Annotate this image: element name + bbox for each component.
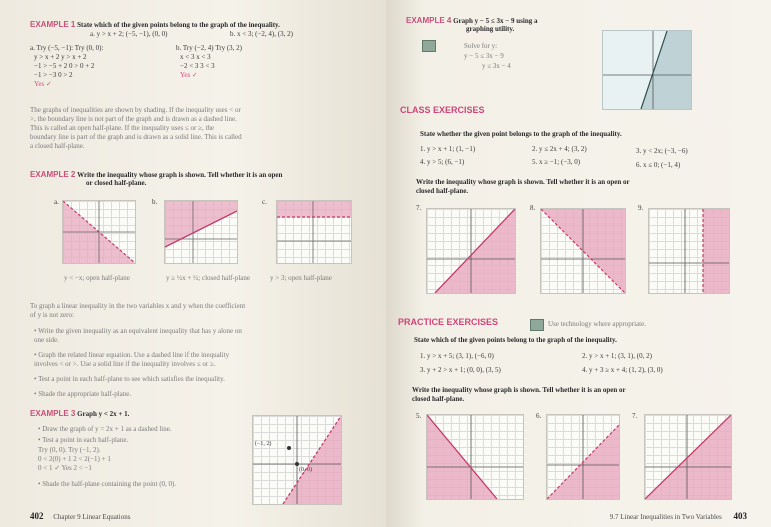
calculator-plot xyxy=(603,31,691,109)
example-3-graph xyxy=(252,415,342,505)
class-exercise-2: 2. y ≤ 2x + 4; (3, 2) xyxy=(532,145,587,153)
example-4-text: Graph y − 5 ≤ 3x − 9 using a xyxy=(453,17,538,25)
practice-graph-6-number: 6. xyxy=(536,412,542,420)
point-label-neg1-2: (−1, 2) xyxy=(255,441,272,447)
example-2a-plot xyxy=(63,201,135,263)
practice-exercise-3: 3. y + 2 > x + 1; (0, 0), (3, 5) xyxy=(420,366,501,374)
example-2-label: EXAMPLE 2 xyxy=(30,170,76,179)
left-page: EXAMPLE 1 State which of the given points belong to the graph of the inequality. a. y > x + 2; (−5, −1), (0, 0) b. x < 3; (−2, 4), (3, 2) a. Try (−5, −1): Try (0, 0): y > x + 2 y > x + 2 −1 > −5 + 2 0 > 0 + 2 −1 > −3 0 > 2 Yes ✓ b. Try (−2, 4) Try (3, 2) x < 3 x < 3 −2 < 3 3 < 3 Yes ✓ The graphs of inequalities are shown by shading. If the inequality uses < or >, the boundary line is not part of the graph and is drawn as a dashed line. This is called an open half-plane. If the inequality uses ≤ or ≥, the boundary line is part of the graph and is drawn as a solid line. This is called a closed half-plane. EXAMPLE 2 Write the inequality whose graph is shown. Tell whether it is an open or closed half-plane. a. b. c. y < −x; open half-plane y ≥ ½x + ½; closed half-plane y > 3; open half-plane To graph a linear inequality in the two variables x and y when the coefficient of y is not zero: • Write the given inequality as an equivalent inequality that has y alone on one side. • Graph the related linear equation. Use a dashed line if the inequality involves < or >. Use a solid line if the inequality involves ≤ or ≥. • Test a point in each half-plane to see which satisfies the inequality. • Shade the appropriate half-plane. EXAMPLE 3 Graph y < 2x + 1. • Draw the graph of y = 2x + 1 as a dashed line. • Test a point in each half-plane. Try (0, 0). Try (−1, 2). 0 < 2(0) + 1 2 < 2(−1) + 1 0 < 1 ✓ Yes 2 < −1 • Shade the half-plane containing the point (0, 0). (−1, 2) (0, 0) 402 Chapter 9 Linear Equations xyxy=(0,0,386,527)
graphing-calculator-icon xyxy=(422,40,436,52)
example-3-plot xyxy=(253,416,341,504)
class-graph-7 xyxy=(426,208,516,294)
example-2c-plot xyxy=(277,201,351,263)
example-3-text: Graph y < 2x + 1. xyxy=(77,410,130,418)
example-1-text: State which of the given points belong to the graph of the inequality. xyxy=(77,21,280,29)
practice-graph-5-number: 5. xyxy=(416,412,422,420)
footer-right: 9.7 Linear Inequalities in Two Variables xyxy=(609,513,722,521)
practice-exercise-4: 4. y + 3 ≥ x + 4; (1, 2), (3, 0) xyxy=(582,366,663,374)
example-2c-answer: y > 3; open half-plane xyxy=(270,274,332,282)
practice-graph-7 xyxy=(644,414,732,500)
practice-graph-6 xyxy=(546,414,620,500)
class-exercise-1: 1. y > x + 1; (1, −1) xyxy=(420,145,476,153)
page-number-left: 402 xyxy=(30,511,44,521)
class-graph-9-number: 9. xyxy=(638,204,644,212)
technology-icon xyxy=(530,319,544,331)
example-2-text-2: or closed half-plane. xyxy=(86,179,147,187)
practice-graph-7-plot xyxy=(645,415,731,499)
page-number-right: 403 xyxy=(733,511,747,521)
right-page: EXAMPLE 4 Graph y − 5 ≤ 3x − 9 using a graphing utility. Solve for y: y − 5 ≤ 3x − 9 y ≤ 3x − 4 CLASS EXERCISES State whether the given point belongs to the graph of the inequality. 1. y > x + 1; (1, −1) 2. y ≤ 2x + 4; (3, 2) 3. y < 2x; (−3, −6) 4. y > 5; (6, −1) 5. x ≥ −1; (−3, 0) 6. x ≤ 0; (−1, 4) Write the inequality whose graph is shown. Tell whether it is an open or closed half-plane. 7. 8. 9. PRACTICE EXERCISES Use technology where appropriate. State which of the given points belong to the graph of the inequality. 1. y > x + 5; (3, 1), (−6, 0) 2. y > x + 1; (3, 1), (0, 2) 3. y + 2 > x + 1; (0, 0), (3, 5) 4. y + 3 ≥ x + 4; (1, 2), (3, 0) Write the inequality whose graph is shown. Tell whether it is an open or closed half-plane. 5. 6. 7. 9.7 Linear Inequalities in Two Variables 403 xyxy=(386,0,771,527)
example-2-part-b: b. xyxy=(152,198,158,206)
example-2-part-a: a. xyxy=(54,198,59,206)
practice-exercise-2: 2. y > x + 1; (3, 1), (0, 2) xyxy=(582,352,652,360)
example-3-label: EXAMPLE 3 xyxy=(30,409,76,418)
example-4-text-2: graphing utility. xyxy=(466,25,515,33)
practice-instructions: State which of the given points belong to the graph of the inequality. xyxy=(414,336,617,344)
practice-exercise-1: 1. y > x + 5; (3, 1), (−6, 0) xyxy=(420,352,494,360)
class-exercises-instructions: State whether the given point belongs to the graph of the inequality. xyxy=(420,130,622,138)
example-2a-answer: y < −x; open half-plane xyxy=(64,274,130,282)
class-exercises-title: CLASS EXERCISES xyxy=(400,105,485,115)
practice-graph-7-number: 7. xyxy=(632,412,638,420)
example-1-part-b: b. x < 3; (−2, 4), (3, 2) xyxy=(230,30,293,38)
calculator-screen xyxy=(602,30,692,110)
practice-instructions-2: Write the inequality whose graph is shown. Tell whether it is an open or xyxy=(412,386,626,394)
class-graph-7-number: 7. xyxy=(416,204,422,212)
example-1-label: EXAMPLE 1 xyxy=(30,20,76,29)
example-2b-plot xyxy=(165,201,237,263)
class-graph-9 xyxy=(648,208,730,294)
class-exercises-instructions-2: Write the inequality whose graph is shown. Tell whether it is an open or xyxy=(416,178,630,186)
practice-instructions-3: closed half-plane. xyxy=(412,395,465,403)
example-2b-answer: y ≥ ½x + ½; closed half-plane xyxy=(166,274,250,282)
class-exercise-6: 6. x ≤ 0; (−1, 4) xyxy=(636,161,681,169)
class-graph-8-number: 8. xyxy=(530,204,536,212)
example-1-part-a: a. y > x + 2; (−5, −1), (0, 0) xyxy=(90,30,168,38)
practice-technology-note: Use technology where appropriate. xyxy=(548,320,646,328)
class-graph-8-plot xyxy=(541,209,625,293)
class-exercise-3: 3. y < 2x; (−3, −6) xyxy=(636,147,688,155)
practice-graph-5 xyxy=(426,414,524,500)
practice-exercises-title: PRACTICE EXERCISES xyxy=(398,317,499,327)
class-graph-7-plot xyxy=(427,209,515,293)
class-graph-9-plot xyxy=(649,209,729,293)
example-4-label: EXAMPLE 4 xyxy=(406,16,452,25)
example-2b-graph xyxy=(164,200,238,264)
class-exercise-4: 4. y > 5; (6, −1) xyxy=(420,158,465,166)
point-label-origin: (0, 0) xyxy=(299,467,312,473)
example-2c-graph xyxy=(276,200,352,264)
class-graph-8 xyxy=(540,208,626,294)
class-exercises-instructions-3: closed half-plane. xyxy=(416,187,469,195)
practice-graph-6-plot xyxy=(547,415,619,499)
practice-graph-5-plot xyxy=(427,415,523,499)
footer-left: Chapter 9 Linear Equations xyxy=(53,513,131,521)
example-2a-graph xyxy=(62,200,136,264)
example-2-text: Write the inequality whose graph is shown. Tell whether it is an open xyxy=(77,171,283,179)
example-2-part-c: c. xyxy=(262,198,267,206)
class-exercise-5: 5. x ≥ −1; (−3, 0) xyxy=(532,158,581,166)
